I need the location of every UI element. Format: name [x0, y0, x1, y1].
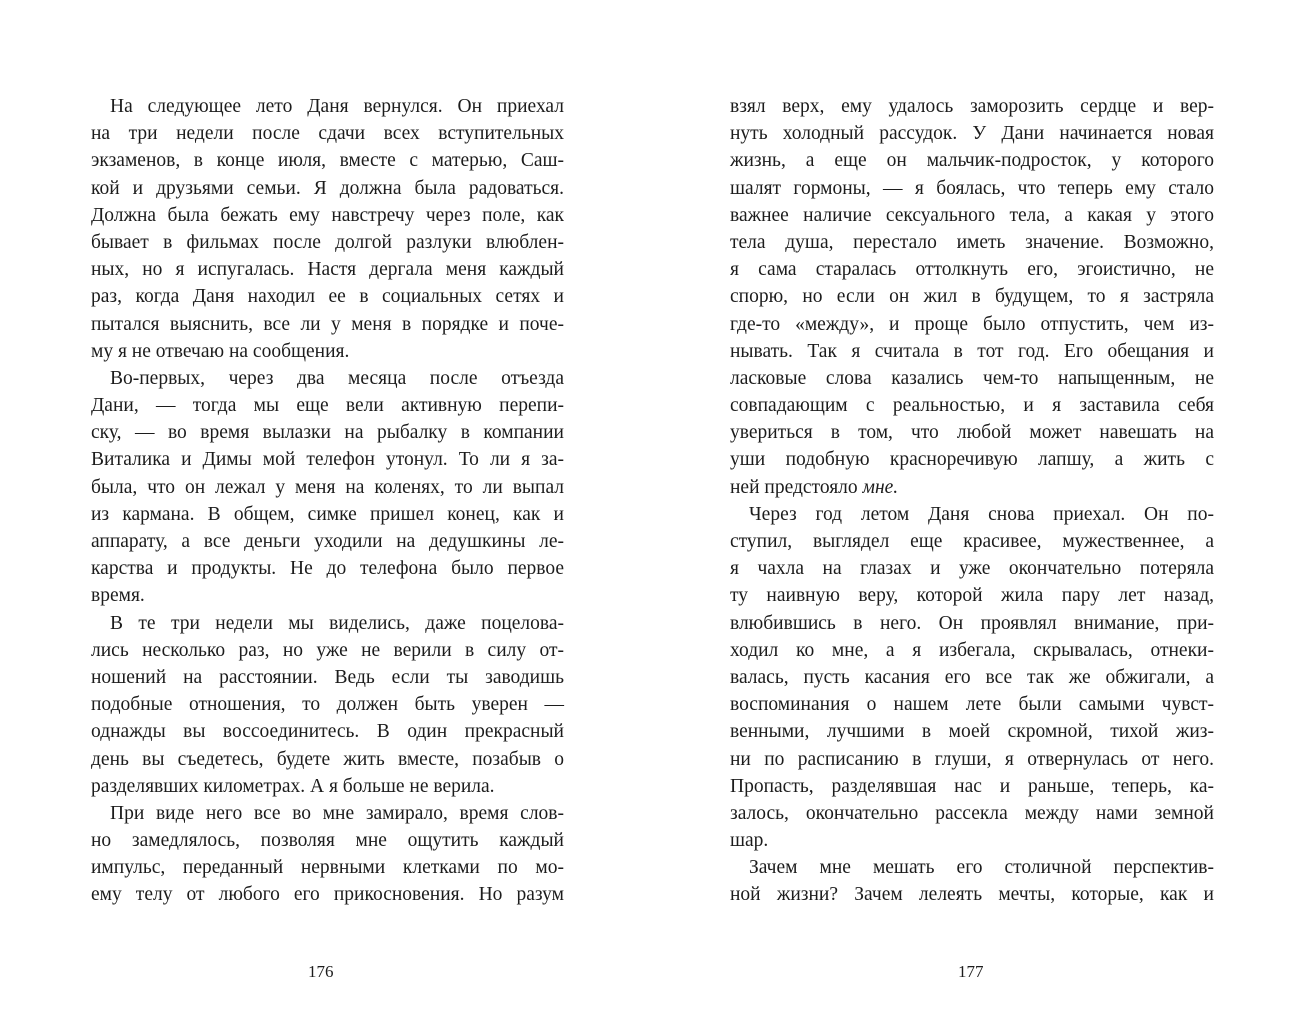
text-line: ску, — во время вылазки на рыбалку в компании — [91, 422, 564, 444]
text-line: где-то «между», и проще было отпустить, чем из- — [730, 313, 1214, 335]
text-line: На следующее лето Даня вернулся. Он приехал — [110, 96, 564, 117]
text-line: из кармана. В общем, симке пришел конец, как и — [91, 503, 564, 525]
text-line: уши подобную красноречивую лапшу, а жить с — [730, 449, 1214, 471]
text-line: ни по расписанию в глуши, я отвернулась от него. — [730, 748, 1214, 770]
text-line: на три недели после сдачи всех вступительных — [91, 123, 564, 145]
text-line: ношений на расстоянии. Ведь если ты заводишь — [91, 666, 564, 688]
text-line: совпадающим с реальностью, и я заставила себя — [730, 395, 1214, 417]
text-line: ему телу от любого его прикосновения. Но разум — [91, 884, 564, 906]
text-line: Во-первых, через два месяца после отъезда — [110, 367, 564, 389]
text-line: ласковые слова казались чем-то напыщенным, не — [730, 367, 1214, 389]
text-line: нывать. Так я считала в тот год. Его обещания и — [730, 340, 1214, 362]
text-line: время. — [91, 585, 145, 607]
text-line: нуть холодный рассудок. У Дани начинается новая — [730, 123, 1214, 145]
text-line: Пропасть, разделявшая нас и раньше, теперь, ка- — [730, 775, 1214, 797]
text-line: я чахла на глазах и уже окончательно потеряла — [730, 558, 1214, 580]
text-line: пытался выяснить, все ли у меня в порядке и поче- — [91, 313, 564, 335]
italic-word: мне. — [862, 476, 899, 498]
text-line: карства и продукты. Не до телефона было первое — [91, 558, 564, 580]
text-line: Дани, — тогда мы еще вели активную перепи- — [91, 395, 564, 417]
text-line: му я не отвечаю на сообщения. — [91, 340, 350, 362]
text-line: Через год летом Даня снова приехал. Он по- — [749, 503, 1214, 525]
text-line: бывает в фильмах после долгой разлуки влюблен- — [91, 231, 564, 253]
text-line: увериться в том, что любой может навешать на — [730, 422, 1214, 444]
text-line: ных, но я испугалась. Настя дергала меня каждый — [91, 259, 564, 281]
text-line: ходил ко мне, а я избегала, скрывалась, отнеки- — [730, 639, 1214, 661]
text-line: подобные отношения, то должен быть уверен — — [91, 694, 564, 716]
right-page-text — [730, 93, 1214, 909]
text-line: однажды вы воссоединитесь. В один прекрасный — [91, 721, 564, 743]
text-line: взял верх, ему удалось заморозить сердце и вер- — [730, 96, 1214, 117]
text-line: венными, лучшими в моей скромной, тихой жиз- — [730, 721, 1214, 743]
text-line: была, что он лежал у меня на коленях, то ли выпал — [91, 476, 564, 498]
text-line: аппарату, а все деньги уходили на дедушкины ле- — [91, 531, 564, 552]
text-line: спорю, но если он жил в будущем, то я застряла — [730, 286, 1214, 308]
text-line: экзаменов, в конце июля, вместе с матерью, Саш- — [91, 150, 564, 172]
text-line: кой и друзьями семьи. Я должна была радоваться. — [91, 177, 564, 199]
text-line: тела душа, перестало иметь значение. Возможно, — [730, 231, 1214, 253]
text-line: шар. — [730, 830, 769, 852]
text-line: разделявших километрах. А я больше не верила. — [91, 775, 495, 797]
text-line: залось, окончательно рассекла между нами земной — [730, 802, 1214, 824]
text-line: В те три недели мы виделись, даже поцелова- — [110, 612, 564, 634]
text-line-with-italic — [730, 474, 1214, 501]
text-line: влюбившись в него. Он проявлял внимание, при- — [730, 612, 1214, 634]
text-line: Виталика и Димы мой телефон утонул. То ли я за- — [91, 449, 564, 471]
text-line: день вы съедетесь, будете жить вместе, позабыв о — [91, 748, 564, 770]
text-line-start: ней предстояло — [730, 476, 863, 498]
text-line: лись несколько раз, но уже не верили в силу от- — [91, 639, 564, 661]
text-line: шалят гормоны, — я боялась, что теперь ему стало — [730, 177, 1214, 199]
text-line: ступил, выглядел еще красивее, мужественнее, а — [730, 531, 1214, 552]
page-number-left: 176 — [308, 962, 334, 981]
text-line: жизнь, а еще он мальчик-подросток, у которого — [730, 150, 1214, 172]
text-line: раз, когда Даня находил ее в социальных сетях и — [91, 286, 564, 308]
text-line: воспоминания о нашем лете были самыми чувст- — [730, 694, 1214, 716]
text-line: валась, пусть касания его все так же обжигали, а — [730, 666, 1214, 688]
text-line: Должна была бежать ему навстречу через поле, как — [91, 204, 564, 226]
page-number-right: 177 — [958, 962, 984, 981]
text-line: но замедлялось, позволяя мне ощутить каждый — [91, 830, 564, 852]
text-line: важнее наличие сексуального тела, а какая у этого — [730, 204, 1214, 226]
text-line: Зачем мне мешать его столичной перспектив- — [749, 857, 1214, 879]
text-line: При виде него все во мне замирало, время слов- — [110, 802, 564, 824]
text-line: ной жизни? Зачем лелеять мечты, которые, как и — [730, 884, 1214, 906]
text-line: импульс, переданный нервными клетками по мо- — [91, 857, 564, 879]
text-line: я сама старалась оттолкнуть его, эгоистично, не — [730, 259, 1214, 281]
text-line: ту наивную веру, которой жила пару лет назад, — [730, 585, 1214, 607]
left-page-text — [91, 93, 564, 909]
